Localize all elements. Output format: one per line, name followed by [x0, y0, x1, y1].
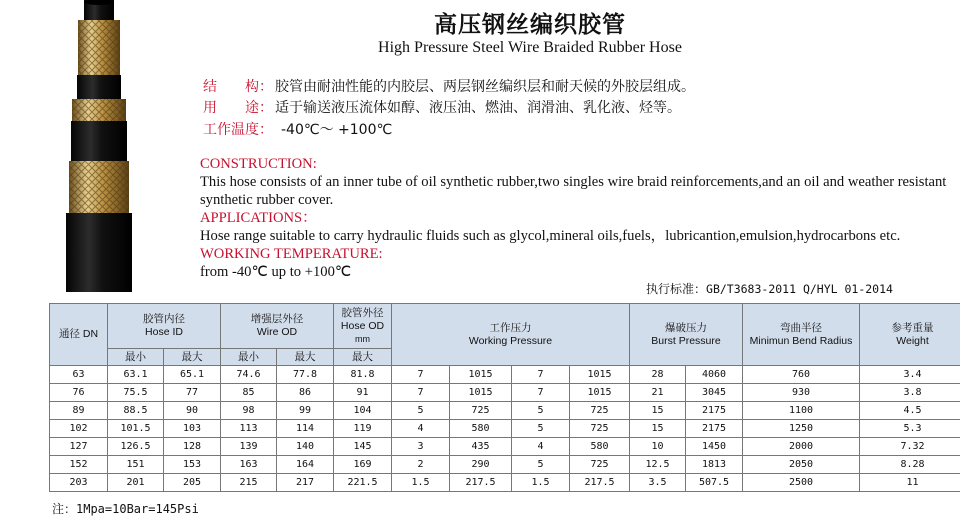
header-weight-en: Weight	[896, 334, 929, 347]
table-row	[50, 456, 960, 474]
table-cell: 12.5	[630, 456, 686, 474]
table-cell: 126.5	[108, 438, 164, 456]
table-cell: 2	[392, 456, 450, 474]
table-cell: 104	[334, 402, 392, 420]
table-cell: 152	[50, 456, 108, 474]
cn-structure-line	[203, 78, 695, 96]
unit-note: 注：1Mpa=10Bar=145Psi	[52, 502, 199, 516]
table-cell: 7.32	[860, 438, 960, 456]
table-cell: 5	[512, 402, 570, 420]
header-bp-cn: 爆破压力	[665, 321, 708, 334]
title-english: High Pressure Steel Wire Braided Rubber Hose	[378, 39, 682, 56]
table-cell: 102	[50, 420, 108, 438]
table-cell: 63	[50, 366, 108, 384]
table-cell: 1015	[450, 366, 512, 384]
table-cell: 28	[630, 366, 686, 384]
header-hose-id-max: 最大	[164, 349, 221, 366]
table-cell: 4	[512, 438, 570, 456]
table-cell: 3.4	[860, 366, 960, 384]
table-cell: 145	[334, 438, 392, 456]
table-row	[50, 438, 960, 456]
table-cell: 1250	[743, 420, 860, 438]
header-hose-od	[334, 304, 392, 349]
table-cell: 7	[512, 384, 570, 402]
table-cell: 5	[392, 402, 450, 420]
table-cell: 1015	[450, 384, 512, 402]
en-construction-heading	[200, 155, 948, 173]
table-cell: 151	[108, 456, 164, 474]
header-weight	[860, 304, 960, 366]
table-cell: 153	[164, 456, 221, 474]
table-cell: 113	[221, 420, 277, 438]
table-cell: 114	[277, 420, 334, 438]
header-wire-od-cn: 增强层外径	[250, 313, 304, 325]
table-cell: 435	[450, 438, 512, 456]
table-row	[50, 474, 960, 492]
table-cell: 1813	[686, 456, 743, 474]
table-cell: 2175	[686, 420, 743, 438]
table-cell: 10	[630, 438, 686, 456]
en-temperature-text: from -40℃ up to +100℃	[200, 264, 352, 280]
table-cell: 85	[221, 384, 277, 402]
table-cell: 89	[50, 402, 108, 420]
table-cell: 2500	[743, 474, 860, 492]
header-bend-en: Minimun Bend Radius	[749, 334, 853, 347]
table-row	[50, 384, 960, 402]
en-applications-text: Hose range suitable to carry hydraulic fluids such as glycol,mineral oils,fuels，lubricantion,emulsion,hydrocarbons etc.	[200, 228, 901, 244]
table-cell: 119	[334, 420, 392, 438]
table-cell: 725	[570, 456, 630, 474]
table-row	[50, 366, 960, 384]
table-cell: 169	[334, 456, 392, 474]
table-cell: 3.5	[630, 474, 686, 492]
header-bp-en: Burst Pressure	[651, 334, 721, 347]
table-cell: 74.6	[221, 366, 277, 384]
table-cell: 1.5	[392, 474, 450, 492]
en-construction-text: This hose consists of an inner tube of oil synthetic rubber,two singles wire braid reinforcements,and an oil and weather resistant synthetic rubber cover.	[200, 174, 947, 208]
table-cell: 3045	[686, 384, 743, 402]
table-cell: 5	[512, 420, 570, 438]
table-cell: 15	[630, 402, 686, 420]
table-cell: 3.8	[860, 384, 960, 402]
table-cell: 5.3	[860, 420, 960, 438]
table-cell: 81.8	[334, 366, 392, 384]
header-hose-id-en: Hose ID	[145, 326, 183, 338]
table-cell: 7	[392, 384, 450, 402]
header-weight-cn: 参考重量	[891, 321, 934, 334]
table-cell: 75.5	[108, 384, 164, 402]
cn-structure-label: 结 构：	[203, 79, 273, 95]
table-cell: 128	[164, 438, 221, 456]
table-cell: 88.5	[108, 402, 164, 420]
table-cell: 2000	[743, 438, 860, 456]
table-cell: 101.5	[108, 420, 164, 438]
header-hose-od-max: 最大	[334, 349, 392, 366]
table-cell: 725	[450, 402, 512, 420]
en-temperature-heading	[200, 245, 948, 263]
header-wire-od-max: 最大	[277, 349, 334, 366]
table-cell: 1.5	[512, 474, 570, 492]
table-cell: 103	[164, 420, 221, 438]
standard-line	[646, 280, 893, 297]
header-bend-cn: 弯曲半径	[780, 321, 823, 334]
header-hose-id	[108, 304, 221, 349]
table-row	[50, 402, 960, 420]
table-cell: 4	[392, 420, 450, 438]
header-hose-id-min: 最小	[108, 349, 164, 366]
table-cell: 127	[50, 438, 108, 456]
table-cell: 215	[221, 474, 277, 492]
table-cell: 217	[277, 474, 334, 492]
table-cell: 2050	[743, 456, 860, 474]
table-cell: 2175	[686, 402, 743, 420]
table-cell: 507.5	[686, 474, 743, 492]
header-wire-od	[221, 304, 334, 349]
construction-heading-text: CONSTRUCTION:	[200, 156, 317, 172]
table-cell: 217.5	[450, 474, 512, 492]
header-wp-cn: 工作压力	[489, 321, 532, 334]
spec-table	[49, 303, 960, 492]
table-cell: 760	[743, 366, 860, 384]
table-cell: 163	[221, 456, 277, 474]
table-cell: 4060	[686, 366, 743, 384]
table-cell: 98	[221, 402, 277, 420]
table-row	[50, 420, 960, 438]
table-cell: 164	[277, 456, 334, 474]
table-cell: 5	[512, 456, 570, 474]
table-cell: 8.28	[860, 456, 960, 474]
cn-temperature-text: -40℃～ +100℃	[281, 122, 393, 138]
table-cell: 7	[392, 366, 450, 384]
table-cell: 90	[164, 402, 221, 420]
table-cell: 63.1	[108, 366, 164, 384]
table-cell: 11	[860, 474, 960, 492]
table-cell: 7	[512, 366, 570, 384]
cn-usage-label: 用 途：	[203, 100, 273, 116]
hose-product-image	[64, 0, 134, 292]
table-cell: 1015	[570, 384, 630, 402]
table-cell: 221.5	[334, 474, 392, 492]
header-bend-radius	[743, 304, 860, 366]
spec-table-body	[50, 366, 960, 492]
header-wp-en: Working Pressure	[468, 334, 553, 347]
table-cell: 86	[277, 384, 334, 402]
table-cell: 77.8	[277, 366, 334, 384]
table-cell: 3	[392, 438, 450, 456]
header-hose-od-cn: 胶管外径	[341, 306, 384, 319]
header-hose-od-unit: mm	[355, 333, 370, 344]
table-cell: 217.5	[570, 474, 630, 492]
table-cell: 1100	[743, 402, 860, 420]
en-applications-heading	[200, 209, 948, 227]
cn-temperature-label: 工作温度：	[203, 122, 273, 138]
header-burst-pressure	[630, 304, 743, 366]
standard-label: 执行标准：	[646, 282, 707, 296]
table-cell: 725	[570, 420, 630, 438]
header-dn: 通径 DN	[50, 304, 108, 366]
table-cell: 65.1	[164, 366, 221, 384]
cn-usage-line	[203, 99, 681, 117]
table-cell: 99	[277, 402, 334, 420]
table-cell: 201	[108, 474, 164, 492]
cn-structure-text: 胶管由耐油性能的内胶层、两层钢丝编织层和耐天候的外胶层组成。	[275, 79, 695, 95]
applications-heading-text: APPLICATIONS：	[200, 210, 317, 226]
table-cell: 580	[450, 420, 512, 438]
table-cell: 91	[334, 384, 392, 402]
table-cell: 1015	[570, 366, 630, 384]
header-wire-od-en: Wire OD	[256, 326, 298, 338]
cn-usage-text: 适于输送液压流体如醇、液压油、燃油、润滑油、乳化液、烃等。	[275, 100, 681, 116]
header-working-pressure	[392, 304, 630, 366]
table-cell: 77	[164, 384, 221, 402]
title-chinese: 高压钢丝编织胶管	[434, 12, 626, 38]
table-cell: 139	[221, 438, 277, 456]
table-cell: 290	[450, 456, 512, 474]
table-cell: 76	[50, 384, 108, 402]
table-cell: 203	[50, 474, 108, 492]
table-cell: 1450	[686, 438, 743, 456]
header-hose-od-en: Hose OD	[340, 319, 385, 332]
table-cell: 4.5	[860, 402, 960, 420]
table-cell: 725	[570, 402, 630, 420]
header-wire-od-min: 最小	[221, 349, 277, 366]
header-hose-id-cn: 胶管内径	[143, 313, 185, 325]
standard-code: GB/T3683-2011 Q/HYL 01-2014	[706, 282, 893, 296]
table-cell: 140	[277, 438, 334, 456]
table-cell: 15	[630, 420, 686, 438]
temperature-heading-text: WORKING TEMPERATURE:	[200, 246, 383, 262]
table-cell: 580	[570, 438, 630, 456]
cn-temperature-line	[203, 121, 392, 139]
table-cell: 930	[743, 384, 860, 402]
table-cell: 205	[164, 474, 221, 492]
table-cell: 21	[630, 384, 686, 402]
